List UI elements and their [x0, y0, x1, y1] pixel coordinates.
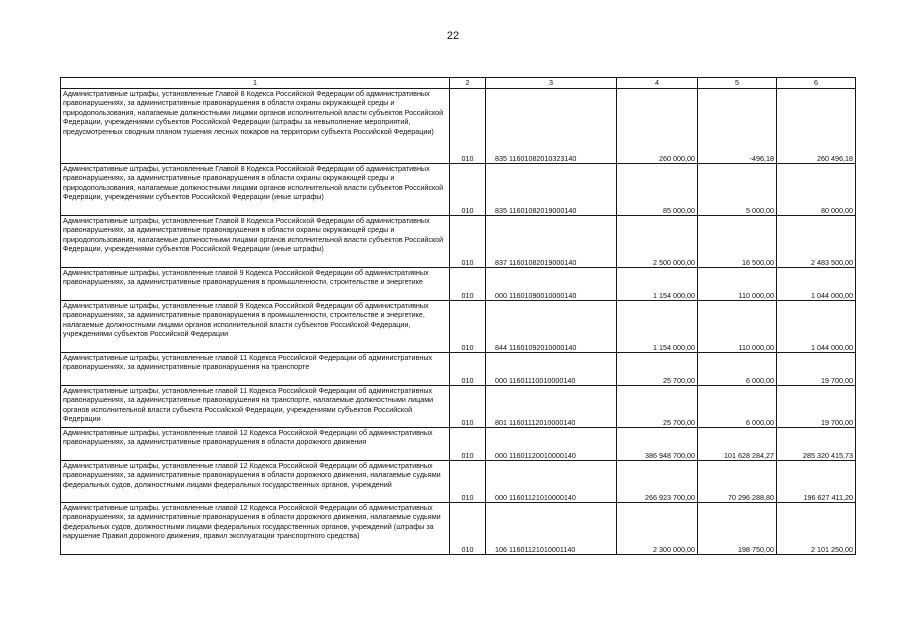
remaining-amount-cell: 2 483 500,00	[777, 216, 856, 268]
approved-amount-cell: 25 700,00	[617, 386, 698, 428]
executed-amount-cell: 6 000,00	[698, 386, 777, 428]
remaining-amount-cell: 80 000,00	[777, 164, 856, 216]
header-cell-4: 4	[617, 78, 698, 89]
approved-amount-cell: 25 700,00	[617, 353, 698, 386]
executed-amount-cell: 101 628 284,27	[698, 428, 777, 461]
table-row	[61, 428, 856, 461]
header-cell-3: 3	[486, 78, 617, 89]
executed-amount-cell: 110 000,00	[698, 301, 777, 353]
description-cell: Административные штрафы, установленные главой 11 Кодекса Российской Федерации об административных правонарушениях, за административные правонарушения на транспорте, налагаемые должностными лицами органов исполнительной власти субъекта Российской Федерации, учреждениями субъектов Российской Федерации	[61, 386, 450, 428]
approved-amount-cell: 260 000,00	[617, 89, 698, 164]
line-code-cell: 010	[450, 503, 486, 555]
line-code-cell: 010	[450, 89, 486, 164]
income-code-cell: 000 11601121010000140	[486, 461, 617, 503]
remaining-amount-cell: 260 496,18	[777, 89, 856, 164]
line-code-cell: 010	[450, 461, 486, 503]
table-row	[61, 268, 856, 301]
remaining-amount-cell: 1 044 000,00	[777, 301, 856, 353]
income-code-cell: 106 11601121010001140	[486, 503, 617, 555]
table-row	[61, 164, 856, 216]
description-cell: Административные штрафы, установленные главой 12 Кодекса Российской Федерации об административных правонарушениях, за административные правонарушения в области дорожного движения, налагаемые судьями федеральных судов, должностными лицами федеральных государственных органов, учреждений (штрафы за нарушение Правил дорожного движения, правил эксплуатации транспортного средства)	[61, 503, 450, 555]
table-row	[61, 503, 856, 555]
remaining-amount-cell: 19 700,00	[777, 353, 856, 386]
remaining-amount-cell: 19 700,00	[777, 386, 856, 428]
table-row	[61, 216, 856, 268]
header-cell-2: 2	[450, 78, 486, 89]
description-cell: Административные штрафы, установленные главой 12 Кодекса Российской Федерации об административных правонарушениях, за административные правонарушения в области дорожного движения	[61, 428, 450, 461]
table-row	[61, 461, 856, 503]
approved-amount-cell: 85 000,00	[617, 164, 698, 216]
remaining-amount-cell: 2 101 250,00	[777, 503, 856, 555]
header-cell-5: 5	[698, 78, 777, 89]
executed-amount-cell: 198 750,00	[698, 503, 777, 555]
table-row	[61, 89, 856, 164]
line-code-cell: 010	[450, 216, 486, 268]
remaining-amount-cell: 196 627 411,20	[777, 461, 856, 503]
remaining-amount-cell: 1 044 000,00	[777, 268, 856, 301]
description-cell: Административные штрафы, установленные главой 12 Кодекса Российской Федерации об административных правонарушениях, за административные правонарушения в области дорожного движения, налагаемые судьями федеральных судов, должностными лицами федеральных государственных органов, учреждений	[61, 461, 450, 503]
report-table	[60, 77, 856, 555]
income-code-cell: 837 11601082019000140	[486, 216, 617, 268]
income-code-cell: 000 11601120010000140	[486, 428, 617, 461]
approved-amount-cell: 386 948 700,00	[617, 428, 698, 461]
line-code-cell: 010	[450, 268, 486, 301]
header-cell-1: 1	[61, 78, 450, 89]
line-code-cell: 010	[450, 301, 486, 353]
description-cell: Административные штрафы, установленные Главой 8 Кодекса Российской Федерации об административных правонарушениях, за административные правонарушения в области охраны окружающей среды и природопользования, налагаемые должностными лицами органов исполнительной власти субъектов Российской Федерации, учреждениями субъектов Российской Федерации (штрафы за невыполнение мероприятий, предусмотренных сводным планом тушения лесных пожаров на территории субъекта Российской Федерации)	[61, 89, 450, 164]
remaining-amount-cell: 285 320 415,73	[777, 428, 856, 461]
executed-amount-cell: -496,18	[698, 89, 777, 164]
line-code-cell: 010	[450, 428, 486, 461]
table-row	[61, 386, 856, 428]
income-code-cell: 844 11601092010000140	[486, 301, 617, 353]
header-cell-6: 6	[777, 78, 856, 89]
income-code-cell: 835 11601082019000140	[486, 164, 617, 216]
executed-amount-cell: 70 296 288,80	[698, 461, 777, 503]
executed-amount-cell: 110 000,00	[698, 268, 777, 301]
header-row	[61, 78, 856, 89]
description-cell: Административные штрафы, установленные главой 9 Кодекса Российской Федерации об административных правонарушениях, за административные правонарушения в промышленности, строительстве и энергетике, налагаемые должностными лицами органов исполнительной власти субъектов Российской Федерации, учреждениями субъектов Российской Федерации	[61, 301, 450, 353]
description-cell: Административные штрафы, установленные главой 9 Кодекса Российской Федерации об административных правонарушениях, за административные правонарушения в промышленности, строительстве и энергетике	[61, 268, 450, 301]
page-number: 22	[446, 30, 460, 42]
income-code-cell: 000 11601090010000140	[486, 268, 617, 301]
income-code-cell: 801 11601112010000140	[486, 386, 617, 428]
income-code-cell: 835 11601082010323140	[486, 89, 617, 164]
approved-amount-cell: 2 300 000,00	[617, 503, 698, 555]
executed-amount-cell: 6 000,00	[698, 353, 777, 386]
line-code-cell: 010	[450, 164, 486, 216]
table-row	[61, 353, 856, 386]
line-code-cell: 010	[450, 353, 486, 386]
table-row	[61, 301, 856, 353]
approved-amount-cell: 1 154 000,00	[617, 268, 698, 301]
description-cell: Административные штрафы, установленные Главой 8 Кодекса Российской Федерации об административных правонарушениях, за административные правонарушения в области охраны окружающей среды и природопользования, налагаемые должностными лицами органов исполнительной власти субъектов Российской Федерации, учреждениями субъектов Российской Федерации (иные штрафы)	[61, 164, 450, 216]
approved-amount-cell: 266 923 700,00	[617, 461, 698, 503]
executed-amount-cell: 5 000,00	[698, 164, 777, 216]
executed-amount-cell: 16 500,00	[698, 216, 777, 268]
description-cell: Административные штрафы, установленные главой 11 Кодекса Российской Федерации об административных правонарушениях, за административные правонарушения на транспорте	[61, 353, 450, 386]
income-code-cell: 000 11601110010000140	[486, 353, 617, 386]
approved-amount-cell: 2 500 000,00	[617, 216, 698, 268]
approved-amount-cell: 1 154 000,00	[617, 301, 698, 353]
line-code-cell: 010	[450, 386, 486, 428]
description-cell: Административные штрафы, установленные Главой 8 Кодекса Российской Федерации об административных правонарушениях, за административные правонарушения в области охраны окружающей среды и природопользования, налагаемые должностными лицами органов исполнительной власти субъектов Российской Федерации, учреждениями субъектов Российской Федерации (иные штрафы)	[61, 216, 450, 268]
